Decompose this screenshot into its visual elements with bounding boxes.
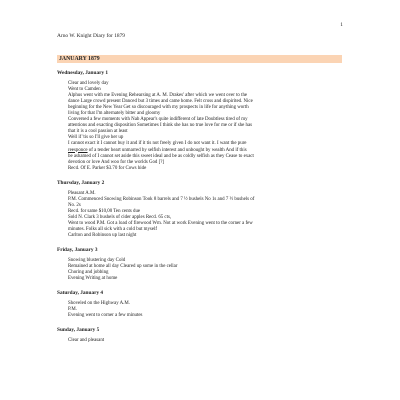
document-title: Arno W. Knight Diary for 1879 [57,33,125,39]
entry-line: Carlton and Robinson up last night [68,233,137,239]
entry-line: Choring and jobbing [68,270,109,276]
entry-line: Clear and pleasant [68,338,105,344]
entry-line: Evening Writing at home [68,276,118,282]
entry-line: Alphus went with me Evening Rehearsing at A. M. Drakes' after which we went over to the [68,93,248,99]
entry-line: Evening went to corner a few minutes [68,313,143,319]
day-entry-text [68,258,342,282]
day-entry-text [68,81,342,172]
day-entry-text [68,338,342,344]
day-entry [57,247,342,282]
day-heading: Thursday, January 2 [57,179,105,186]
entry-line: minutes. Folks all sick with a cold but myself [68,226,157,232]
entry-line: No. 2s [68,202,81,208]
day-heading: Friday, January 3 [57,247,98,254]
day-entry [57,180,342,239]
entry-line: Shoveled on the Highway A.M. [68,301,130,307]
entry-line: living for that I'm alternately bitter and gloomy [68,111,161,117]
entry-line: Went to Camden [68,87,101,93]
entry-line: Pleasant A.M. [68,190,96,196]
diary-content [57,70,342,344]
day-entry [57,290,342,319]
entry-line: that it is a cool passion at least [68,129,128,135]
day-entry [57,327,342,344]
page-number: 1 [340,22,343,28]
entry-line: P.M. [68,307,77,313]
entry-line: I cannot exact it I cannot buy it and if it tis not freely given I do not want it. I want the pure [68,141,247,147]
underlined-word: reesponce [68,147,88,153]
entry-line: devotion or love And woo for the worlds God [?] [68,159,165,165]
entry-line: Snowing blustering day Cold [68,258,126,264]
entry-line: be ashamed of I cannot set aside this sweet ideal and be as coldly selfish as they Cease to exact [68,153,254,159]
entry-line: Conversed a few moments with Nab Appear's quite indifferent of late Doubtless tired of my [68,117,248,123]
entry-line: Clear and lovely day [68,81,109,86]
entry-line: Recd. Of E. Parker $3.70 for Cows hide [68,165,147,171]
day-entry-text [68,191,342,239]
entry-line: Well if 'tis so I'll give her up [68,135,124,141]
entry-line: beginning for the New Year Get so discouraged with my prospects in life for anything worth [68,105,249,111]
month-heading: JANUARY 1879 [57,55,342,63]
day-heading: Saturday, January 4 [57,290,104,297]
day-heading: Sunday, January 5 [57,327,100,334]
day-heading: Wednesday, January 1 [57,70,109,76]
day-entry [57,70,342,172]
entry-line: P.M. Commenced Snowing Robinson Took 8 barrels and 7 ½ bushels No 1s and 7 ½ bushels of [68,196,255,202]
entry-line: Sold N. Clark 3 bushels of cider apples Recd. 65 cts, [68,214,172,220]
entry-line: attentions and exacting disposition Sometimes I think she has no true love for me or if she has [68,123,253,129]
entry-line: Remained at home all day Cleared up some in the cellar [68,264,178,270]
entry-line-rest: of a tender heart unmarred by selfish interest and unbought by wealth And if this [87,147,247,153]
entry-line: Recd. for same $10,00 Ten cents due [68,208,141,214]
entry-line: Went to wood P.M. Got a load of firewood Wm. Not at work Evening went to the corner a few [68,220,253,226]
entry-line: dance Large crowd present Danced but 3 times and came home. Felt cross and dispirited. Nice [68,99,253,105]
day-entry-text [68,301,342,319]
